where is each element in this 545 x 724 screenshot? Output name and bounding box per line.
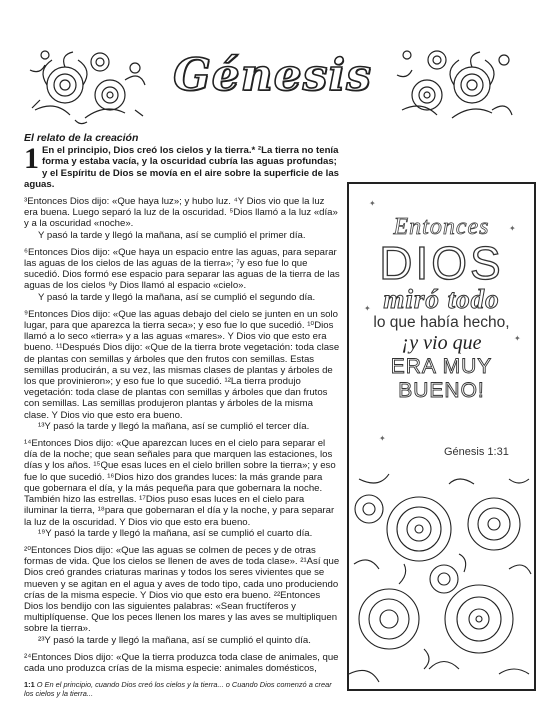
card-line-dios: DIOS bbox=[379, 237, 504, 289]
star-icon: ✦ bbox=[379, 434, 386, 443]
flower-illustration-card bbox=[349, 469, 534, 689]
day-line-3: ¹³Y pasó la tarde y llegó la mañana, así se cumplió el tercer día. bbox=[38, 420, 310, 432]
star-icon: ✦ bbox=[514, 334, 521, 343]
footnote bbox=[24, 680, 340, 698]
chapter-number: 1 bbox=[24, 142, 39, 176]
scripture-text bbox=[24, 133, 340, 698]
coloring-verse-card bbox=[347, 182, 536, 691]
star-icon: ✦ bbox=[509, 224, 516, 233]
card-line-yvio: ¡y vio que bbox=[401, 332, 482, 354]
verse-paragraph-24: ²⁴Entonces Dios dijo: «Que la tierra produzca toda clase de animales, que cada uno produzca crías de la misma especie: animales domésticos, bbox=[24, 651, 339, 674]
day-line-1: Y pasó la tarde y llegó la mañana, así se cumplió el primer día. bbox=[38, 229, 306, 241]
verse-paragraph-3: ³Entonces Dios dijo: «Que haya luz»; y hubo luz. ⁴Y Dios vio que la luz era buena. Luego separó la luz de la oscuridad. ⁵Dios llamó a la luz «día» y a la oscuridad «noche». Y pasó la tarde y llegó la mañana, así se cumplió el primer día. bbox=[24, 196, 340, 241]
star-icon: ✦ bbox=[369, 199, 376, 208]
verse-paragraph-1: 1 En el principio, Dios creó los cielos y la tierra.* ²La tierra no tenía forma y estaba vacía, y la oscuridad cubría las aguas profundas; y el Espíritu de Dios se movía en el aire sobre la superficie de las aguas. bbox=[24, 142, 339, 190]
verse-paragraph-9: ⁹Entonces Dios dijo: «Que las aguas debajo del cielo se junten en un solo lugar, para que aparezca la tierra seca»; y eso fue lo que sucedió. ¹⁰Dios llamó a lo seco «tierra» y a las aguas «mares». Y Dios vio que esto era bueno. ¹¹Después Dios dijo: «Que de la tierra brote vegetación: toda clase de plantas con semillas y árboles que den frutos con semillas. Estas semillas producirán, a su vez, las mismas clases de plantas y árboles de los que provinieron»; y eso fue lo que sucedió. ¹²La tierra produjo vegetación: toda clase de plantas con semillas y árboles que dan frutos con semillas. Las semillas produjeron plantas y árboles de la misma clase. Y Dios vio que esto era bueno. ¹³Y pasó la tarde y llegó la mañana, así se cumplió el tercer día. bbox=[24, 308, 340, 432]
star-icon: ✦ bbox=[364, 304, 371, 313]
card-line-entonces: Entonces bbox=[393, 214, 490, 240]
card-reference: Génesis 1:31 bbox=[444, 446, 509, 458]
verse-paragraph-20: ²⁰Entonces Dios dijo: «Que las aguas se colmen de peces y de otras formas de vida. Que los cielos se llenen de aves de toda clase». ²¹Así que Dios creó grandes criaturas marinas y todos los seres vivientes que se mueven y se agitan en el agua y aves de todo tipo, cada uno produciendo crías de la misma especie. Y Dios vio que esto era bueno. ²²Entonces Dios los bendijo con las siguientes palabras: «Sean fructíferos y multiplíquense. Que los peces llenen los mares y las aves se multipliquen sobre la tierra». ²³Y pasó la tarde y llegó la mañana, así se cumplió el quinto día. bbox=[24, 544, 340, 646]
card-line-miro: miró todo bbox=[383, 284, 500, 314]
flower-illustration-left bbox=[25, 40, 150, 130]
day-line-4: ¹⁹Y pasó la tarde y llegó la mañana, así se cumplió el cuarto día. bbox=[38, 527, 313, 539]
verse-paragraph-14: ¹⁴Entonces Dios dijo: «Que aparezcan luces en el cielo para separar el día de la noche; que sean señales para que marquen las estaciones, los días y los años. ¹⁵Que esas luces en el cielo brillen sobre la tierra»; y eso fue lo que sucedió. ¹⁶Dios hizo dos grandes luces: la más grande para que gobernara el día, y la más pequeña para que gobernara la noche. También hizo las estrellas. ¹⁷Dios puso esas luces en el cielo para iluminar la tierra, ¹⁸para que gobernaran el día y la noche, y para separar la luz de la oscuridad. Y Dios vio que esto era bueno. ¹⁹Y pasó la tarde y llegó la mañana, así se cumplió el cuarto día. bbox=[24, 438, 340, 539]
card-verse bbox=[349, 214, 534, 403]
verse-paragraph-6: ⁶Entonces Dios dijo: «Que haya un espacio entre las aguas, para separar las aguas de los cielos de las aguas de la tierra»; ⁷y eso fue lo que sucedió. Dios formó ese espacio para separar las aguas de la tierra de las aguas de los cielos ⁸y Dios llamó al espacio «cielo». Y pasó la tarde y llegó la mañana, así se cumplió el segundo día. bbox=[24, 246, 340, 303]
card-line-lo: lo que había hecho, bbox=[373, 314, 510, 331]
day-line-5: ²³Y pasó la tarde y llegó la mañana, así se cumplió el quinto día. bbox=[38, 634, 311, 646]
day-line-2: Y pasó la tarde y llegó la mañana, así se cumplió el segundo día. bbox=[38, 291, 316, 303]
flower-illustration-right bbox=[392, 40, 517, 130]
footnote-ref: 1:1 bbox=[24, 680, 35, 690]
book-title: Génesis bbox=[173, 50, 372, 101]
card-line-muy-bueno: ERA MUY BUENO! bbox=[390, 355, 493, 402]
section-title: El relato de la creación bbox=[24, 132, 139, 144]
footnote-text: O En el principio, cuando Dios creó los cielos y la tierra... o Cuando Dios comenzó a crear los cielos y la tierra... bbox=[24, 680, 332, 699]
